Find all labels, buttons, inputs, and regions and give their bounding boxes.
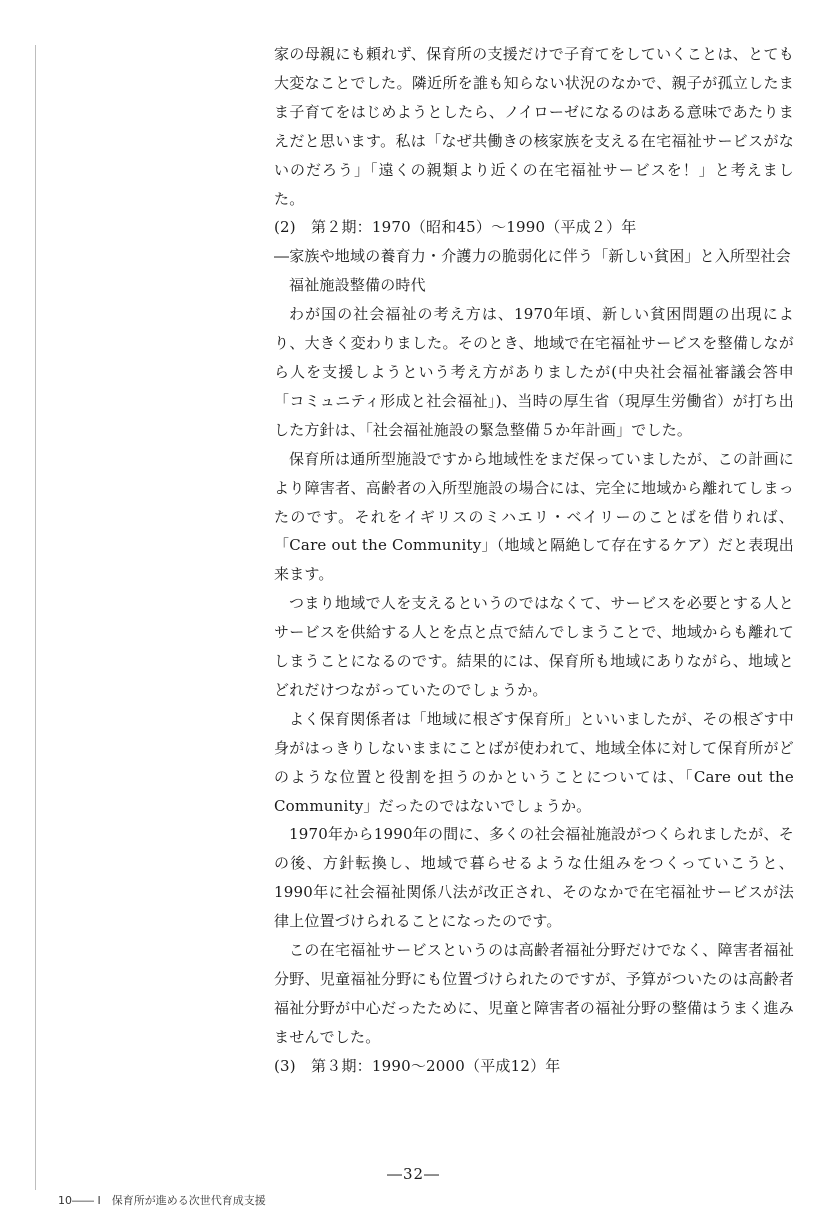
section-heading-3: (3) 第３期：1990～2000（平成12）年: [274, 1056, 561, 1075]
section-subtitle: ―家族や地域の養育力・介護力の脆弱化に伴う「新しい貧困」と入所型社会福祉施設整備の時代: [274, 247, 791, 295]
paragraph: わが国の社会福祉の考え方は、1970年頃、新しい貧困問題の出現により、大きく変わりました。そのとき、地域で在宅福祉サービスを整備しながら人を支援しようという考え方がありましたが(中央社会福祉審議会答申「コミュニティ形成と社会福祉」)、当時の厚生省（現厚生労働省）が打ち出した方針は、「社会福祉施設の緊急整備５か年計画」でした。: [274, 305, 794, 439]
page-number: ―32―: [386, 1165, 441, 1183]
body-text: [274, 40, 794, 1081]
paragraph: この在宅福祉サービスというのは高齢者福祉分野だけでなく、障害者福祉分野、児童福祉分野にも位置づけられたのですが、予算がついたのは高齢者福祉分野が中心だったために、児童と障害者の福祉分野の整備はうまく進みませんでした。: [274, 941, 794, 1046]
running-footer: 10―― I 保育所が進める次世代育成支援: [58, 1194, 266, 1207]
paragraph: 家の母親にも頼れず、保育所の支援だけで子育てをしていくことは、とても大変なことでした。隣近所を誰も知らない状況のなかで、親子が孤立したまま子育てをはじめようとしたら、ノイローゼになるのはある意味であたりまえだと思います。私は「なぜ共働きの核家族を支える在宅福祉サービスがないのだろう」「遠くの親類より近くの在宅福祉サービスを！」と考えました。: [274, 45, 794, 208]
section-heading-2: (2) 第２期：1970（昭和45）～1990（平成２）年: [274, 218, 637, 237]
paragraph: 1970年から1990年の間に、多くの社会福祉施設がつくられましたが、その後、方針転換し、地域で暮らせるような仕組みをつくっていこうと、1990年に社会福祉関係八法が改正され、そのなかで在宅福祉サービスが法律上位置づけられることになったのです。: [274, 825, 794, 931]
margin-rule: [35, 45, 36, 1190]
paragraph: よく保育関係者は「地域に根ざす保育所」といいましたが、その根ざす中身がはっきりしないままにことばが使われて、地域全体に対して保育所がどのような位置と役割を担うのかということについては、「Care out the Community」だったのではないでしょうか。: [274, 709, 794, 815]
paragraph: 保育所は通所型施設ですから地域性をまだ保っていましたが、この計画により障害者、高齢者の入所型施設の場合には、完全に地域から離れてしまったのです。それをイギリスのミハエリ・ベイリーのことばを借りれば、「Care out the Community」（地域と隔絶して存在するケア）だと表現出来ます。: [274, 449, 794, 584]
paragraph: つまり地域で人を支えるというのではなくて、サービスを必要とする人とサービスを供給する人とを点と点で結んでしまうことで、地域からも離れてしまうことになるのです。結果的には、保育所も地域にありながら、地域とどれだけつながっていたのでしょうか。: [274, 594, 794, 699]
